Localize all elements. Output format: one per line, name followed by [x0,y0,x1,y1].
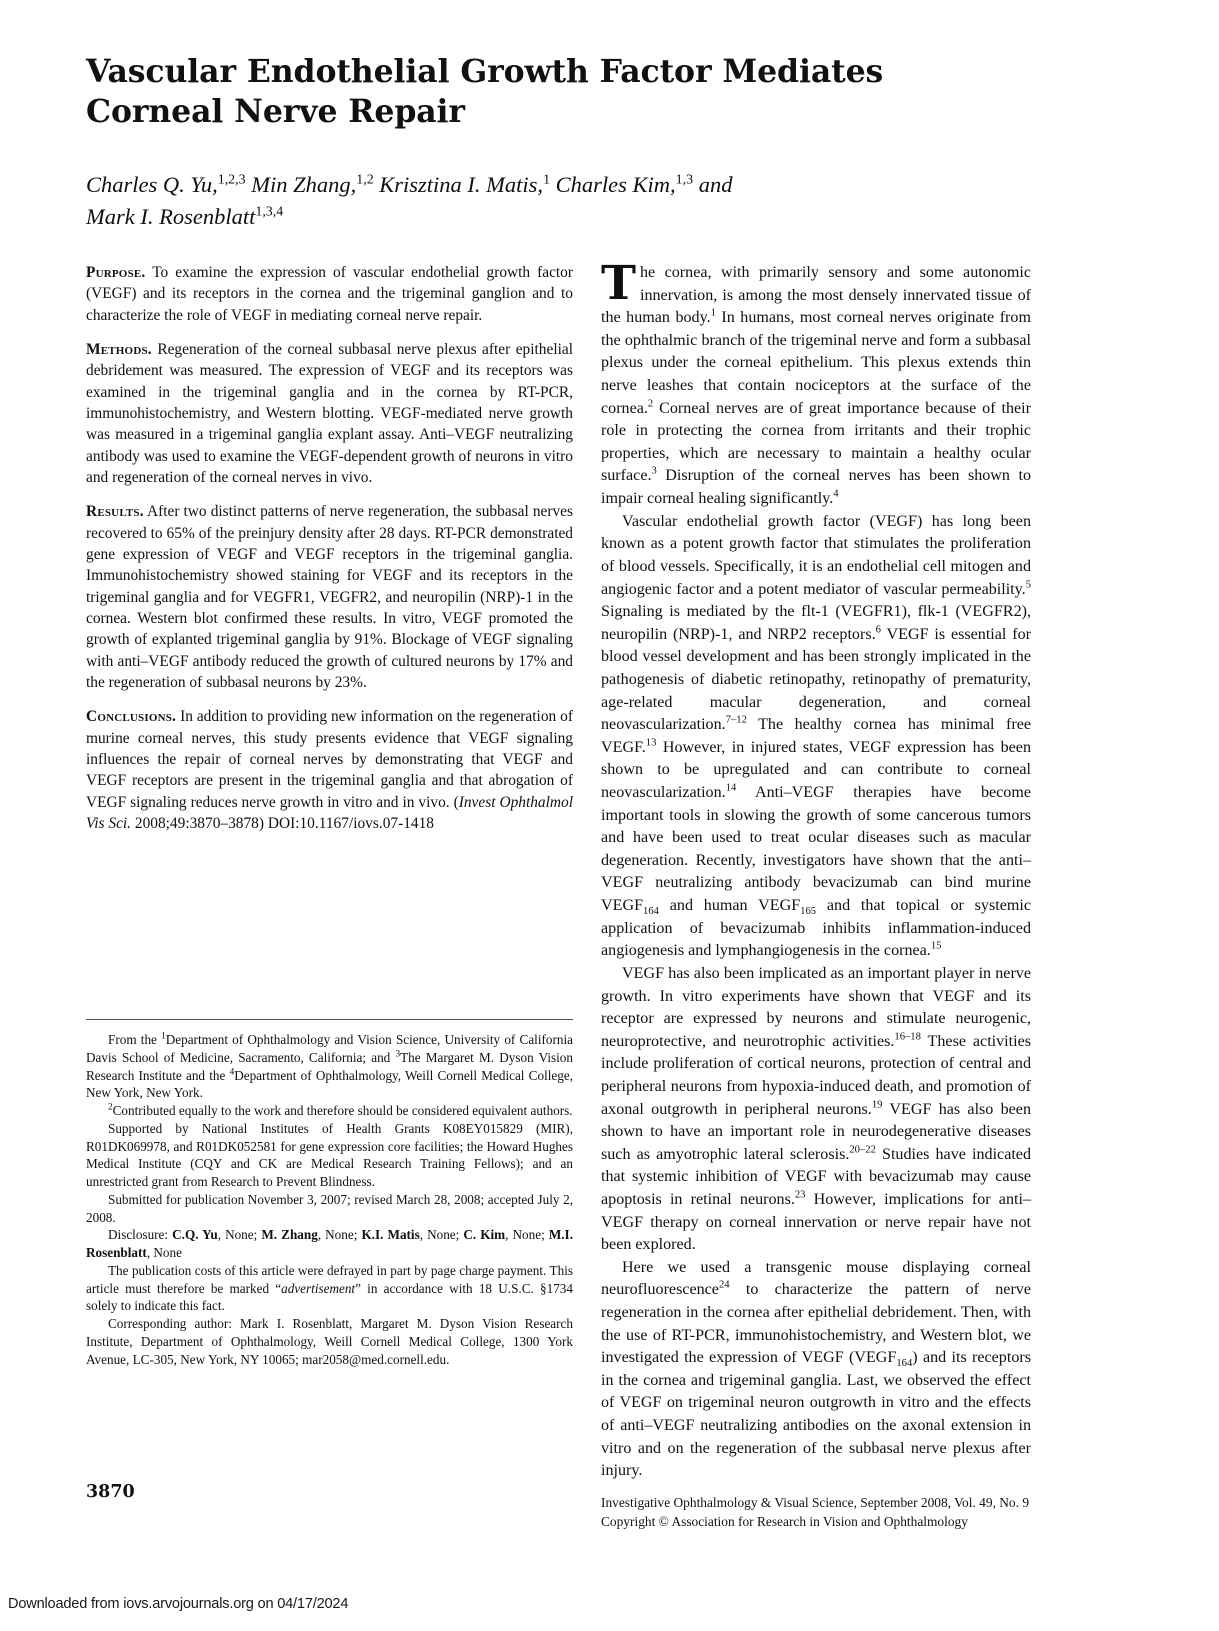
journal-footer [601,1493,1033,1531]
vegf-isoform-165: 165 [800,906,817,918]
intro-p2-text-6: Anti–VEGF therapies have become important tools in slowing the growth of some cancerous tumors and have been used to treat ocular diseases such as macular degeneration. Recently, investigators have shown that the anti–VEGF neutralizing antibody bevacizumab can bind murine VEGF [601,784,1031,915]
intro-p3-text-2: These activities include proliferation of cortical neurons, protection of central and peripheral neurons from hypoxia-induced death, and promotion of axonal outgrowth in peripheral neurons. [601,1032,1032,1118]
pubcost-text-1: The publication costs of this article were defrayed in part by page charge payment. This article must therefore be marked “ [86,1262,573,1296]
footnote-submitted: Submitted for publication November 3, 2007; revised March 28, 2008; accepted July 2, 2008. [86,1191,573,1225]
disclosure-name-4: C. Kim [463,1227,506,1243]
abstract-methods-label: Methods. [86,340,152,358]
author-sup-5: 1,3,4 [255,204,284,220]
pubcost-text-2: ” in accordance with 18 U.S.C. §1734 solely to indicate this fact. [86,1280,573,1314]
journal-citation-line: Investigative Ophthalmology & Visual Science, September 2008, Vol. 49, No. 9 [601,1495,1030,1510]
ref-marker-19: 19 [871,1099,883,1111]
intro-p4-text-2: to characterize the pattern of nerve regeneration in the cornea after epithelial debridement. Then, with the use of RT-PCR, immunohistochemistry, and Western blot, we investigated the expression of VEGF (VEGF [601,1281,1031,1367]
intro-p2-text-2: Signaling is mediated by the flt-1 (VEGFR1), flk-1 (VEGFR2), neuropilin (NRP)-1, and NRP2 receptors. [601,603,1031,643]
author-krisztina-matis: Krisztina I. Matis, [373,171,544,197]
disclosure-value-4: , None; [505,1227,549,1243]
author-charles-yu: Charles Q. Yu, [86,171,218,197]
intro-p2-text-3: VEGF is essential for blood vessel development and has been strongly implicated in the pathogenesis of diabetic retinopathy, retinopathy of prematurity, age-related macular degeneration, and corneal neovascularization. [601,625,1032,734]
abstract-results-label: Results. [86,503,144,521]
contrib-sup-2: 2 [108,1101,113,1112]
title-block [86,52,1026,233]
author-sup-1: 1,2,3 [217,172,246,188]
footnote-equal-contribution [86,1102,573,1120]
disclosure-value-2: , None; [317,1227,362,1243]
ref-marker-14: 14 [725,782,737,794]
intro-p1-text-3: Corneal nerves are of great importance because of their role in protecting the cornea from irritants and their trophic properties, which are necessary to maintain a healthy ocular surface. [601,399,1031,485]
footnote-publication-costs [86,1262,573,1315]
footnote-corresponding-author: Corresponding author: Mark I. Rosenblatt, Margaret M. Dyson Vision Research Institute, Department of Ophthalmology, Weill Cornell Medical College, 1300 York Avenue, LC-305, New York, NY 10065; mar2058@med.cornell.edu. [86,1316,573,1367]
affiliation-lead: From the [108,1032,162,1047]
intro-p3-text-1: VEGF has also been implicated as an important player in nerve growth. In vitro experiments have shown that VEGF and its receptor are expressed by neurons and stimulate neurogenic, neuroprotective, and neurotrophic activities. [601,964,1031,1050]
intro-p1-text-4: Disruption of the corneal nerves has been shown to impair corneal healing significantly. [601,467,1031,508]
disclosure-value-1: , None; [217,1227,262,1243]
intro-paragraph-2 [601,511,1031,963]
vegf-isoform-164-b: 164 [896,1358,913,1370]
footnote-support: Supported by National Institutes of Health Grants K08EY015829 (MIR), R01DK069978, and R01DK052581 for gene expression core facilities; the Howard Hughes Medical Institute (CQY and CK are Medical Research Training Fellows); and an unrestricted grant from Research to Prevent Blindness. [86,1120,573,1189]
author-conjunction: and [693,171,733,197]
page-number: 3870 [86,1482,135,1502]
intro-p2-text-4: The healthy cornea has minimal free VEGF. [601,716,1031,756]
author-sup-4: 1,3 [675,172,694,188]
footnotes-block [86,1031,573,1368]
abstract-conclusions [86,706,573,834]
abstract-purpose-label: Purpose. [86,264,146,281]
affiliation-text-1: Department of Ophthalmology and Vision Science, University of California Davis School of Medicine, Sacramento, California; and [86,1032,573,1065]
intro-p2-text-7: and human VEGF [658,897,801,915]
footnote-affiliations [86,1031,573,1102]
abstract-conclusions-text: In addition to providing new information on the regeneration of murine corneal nerves, this study presents evidence that VEGF signaling influences the repair of corneal nerves by demonstrating that VEGF and VEGF receptors are present in the trigeminal ganglia and that abrogation of VEGF signaling reduces nerve growth in vitro and in vivo. ( [86,708,573,811]
ref-marker-23: 23 [794,1189,806,1201]
affiliation-text-2: The Margaret M. Dyson Vision Research Institute and the [86,1049,573,1083]
citation-doi: 2008;49:3870–3878) DOI:10.1167/iovs.07-1418 [131,814,434,832]
author-sup-3: 1 [543,172,551,188]
ref-marker-2: 2 [647,398,654,410]
intro-p3-text-5: However, implications for anti–VEGF therapy on corneal innervation or nerve repair have not been explored. [601,1190,1031,1254]
download-stamp: Downloaded from iovs.arvojournals.org on 04/17/2024 [8,1596,349,1612]
vegf-isoform-164: 164 [643,906,659,918]
ref-marker-6: 6 [875,624,881,636]
footnote-disclosure [86,1226,573,1262]
drop-cap: T [601,256,636,311]
abstract-methods-text: Regeneration of the corneal subbasal nerve plexus after epithelial debridement was measured. The expression of VEGF and its receptors was examined in the trigeminal ganglia and in the cornea by RT-PCR, immunohistochemistry, and Western blotting. VEGF-mediated nerve growth was measured in a trigeminal ganglia explant assay. Anti–VEGF neutralizing antibody was used to examine the VEGF-dependent growth of neurons in vitro and regeneration of the corneal nerves in vivo. [86,340,573,486]
intro-paragraph-3 [601,963,1031,1257]
contrib-text: Contributed equally to the work and therefore should be considered equivalent authors. [112,1103,573,1118]
disclosure-name-2: M. Zhang [261,1227,318,1243]
disclosure-value-3: , None; [419,1227,464,1243]
abstract-results [86,501,573,693]
author-charles-kim: Charles Kim, [550,171,676,197]
author-mark-rosenblatt: Mark I. Rosenblatt [86,203,256,229]
disclosure-name-1: C.Q. Yu [172,1227,218,1243]
affiliation-sup-4: 4 [229,1066,235,1077]
intro-paragraph-4 [601,1257,1031,1483]
abstract-methods [86,339,573,488]
pubcost-advertisement: advertisement [281,1280,356,1296]
citation-journal: Invest Ophthalmol Vis Sci. [86,793,573,832]
page-title: Vascular Endothelial Growth Factor Mediates Corneal Nerve Repair [86,53,884,131]
author-min-zhang: Min Zhang, [245,171,357,197]
ref-marker-15: 15 [930,940,942,952]
abstract-conclusions-label: Conclusions. [86,708,177,726]
intro-p1-text-1: he cornea, with primarily sensory and some autonomic innervation, is among the most densely innervated tissue of the human body. [601,264,1031,327]
abstract-purpose-text: To examine the expression of vascular endothelial growth factor (VEGF) and its receptors in the cornea and the trigeminal ganglion and to characterize the role of VEGF in mediating corneal nerve repair. [86,264,573,324]
intro-p4-text-1: Here we used a transgenic mouse displaying corneal neurofluorescence [601,1258,1031,1299]
author-list [86,169,1026,233]
copyright-line: Copyright © Association for Research in Vision and Ophthalmology [601,1514,968,1530]
ref-marker-16-18: 16–18 [894,1031,921,1043]
affiliation-sup-3: 3 [395,1048,401,1059]
intro-p2-text-8: and that topical or systemic application of bevacizumab inhibits inflammation-induced angiogenesis and lymphangiogenesis in the cornea. [601,897,1031,960]
ref-marker-13: 13 [645,737,657,749]
disclosure-name-5: M.I. Rosenblatt [86,1227,573,1260]
ref-marker-7-12: 7–12 [725,714,747,726]
abstract-column [86,262,573,847]
ref-marker-1: 1 [710,307,716,319]
author-sup-2: 1,2 [356,172,374,188]
affiliation-text-3: Department of Ophthalmology, Weill Cornell Medical College, New York, New York. [86,1067,574,1101]
ref-marker-5: 5 [1025,579,1031,591]
ref-marker-4: 4 [833,488,839,500]
intro-p1-text-2: In humans, most corneal nerves originate from the ophthalmic branch of the trigeminal nerve and form a subbasal plexus under the corneal epithelium. This plexus extends thin nerve leashes that contain nociceptors at the surface of the cornea. [601,309,1031,417]
abstract-results-text: After two distinct patterns of nerve regeneration, the subbasal nerves recovered to 65% of the preinjury density after 28 days. RT-PCR demonstrated gene expression of VEGF and VEGF receptors in the trigeminal ganglia. Immunohistochemistry showed staining for VEGF and its receptors in the trigeminal ganglia and for VEGFR1, VEGFR2, and neuropilin (NRP)-1 in the cornea. Western blot confirmed these results. In vitro, VEGF promoted the growth of explanted trigeminal ganglia by 91%. Blockage of VEGF signaling with anti–VEGF antibody reduced the growth of cultured neurons by 17% and the regeneration of subbasal neurons by 23%. [86,503,573,691]
disclosure-name-3: K.I. Matis [361,1227,420,1243]
footnote-divider [86,1019,573,1020]
intro-p2-text-1: Vascular endothelial growth factor (VEGF) has long been known as a potent growth factor that stimulates the proliferation of blood vessels. Specifically, it is an endothelial cell mitogen and angiogenic factor and a potent mediator of vascular permeability. [601,512,1031,598]
intro-p3-text-4: Studies have indicated that systemic inhibition of VEGF with bevacizumab may cause apoptosis in retinal neurons. [601,1145,1031,1208]
disclosure-lead: Disclosure: [108,1227,173,1243]
intro-p4-text-3: ) and its receptors in the cornea and trigeminal ganglia. Last, we observed the effect of VEGF on trigeminal neuron outgrowth in vitro and the effects of anti–VEGF neutralizing antibodies on the axonal extension in vitro and on the regeneration of the subbasal nerve plexus after injury. [601,1349,1031,1480]
affiliation-sup-1: 1 [161,1030,166,1041]
disclosure-value-5: , None [146,1245,182,1260]
ref-marker-24: 24 [718,1280,730,1292]
abstract-purpose [86,262,573,326]
ref-marker-3: 3 [651,466,657,478]
introduction-column [601,256,1032,1483]
ref-marker-20-22: 20–22 [849,1144,876,1156]
intro-p3-text-3: VEGF has also been shown to have an important role in neurodegenerative diseases such as amyotrophic lateral sclerosis. [601,1100,1031,1163]
intro-p2-text-5: However, in injured states, VEGF expression has been shown to be upregulated and can contribute to corneal neovascularization. [601,738,1031,802]
intro-paragraph-1 [601,256,1031,511]
